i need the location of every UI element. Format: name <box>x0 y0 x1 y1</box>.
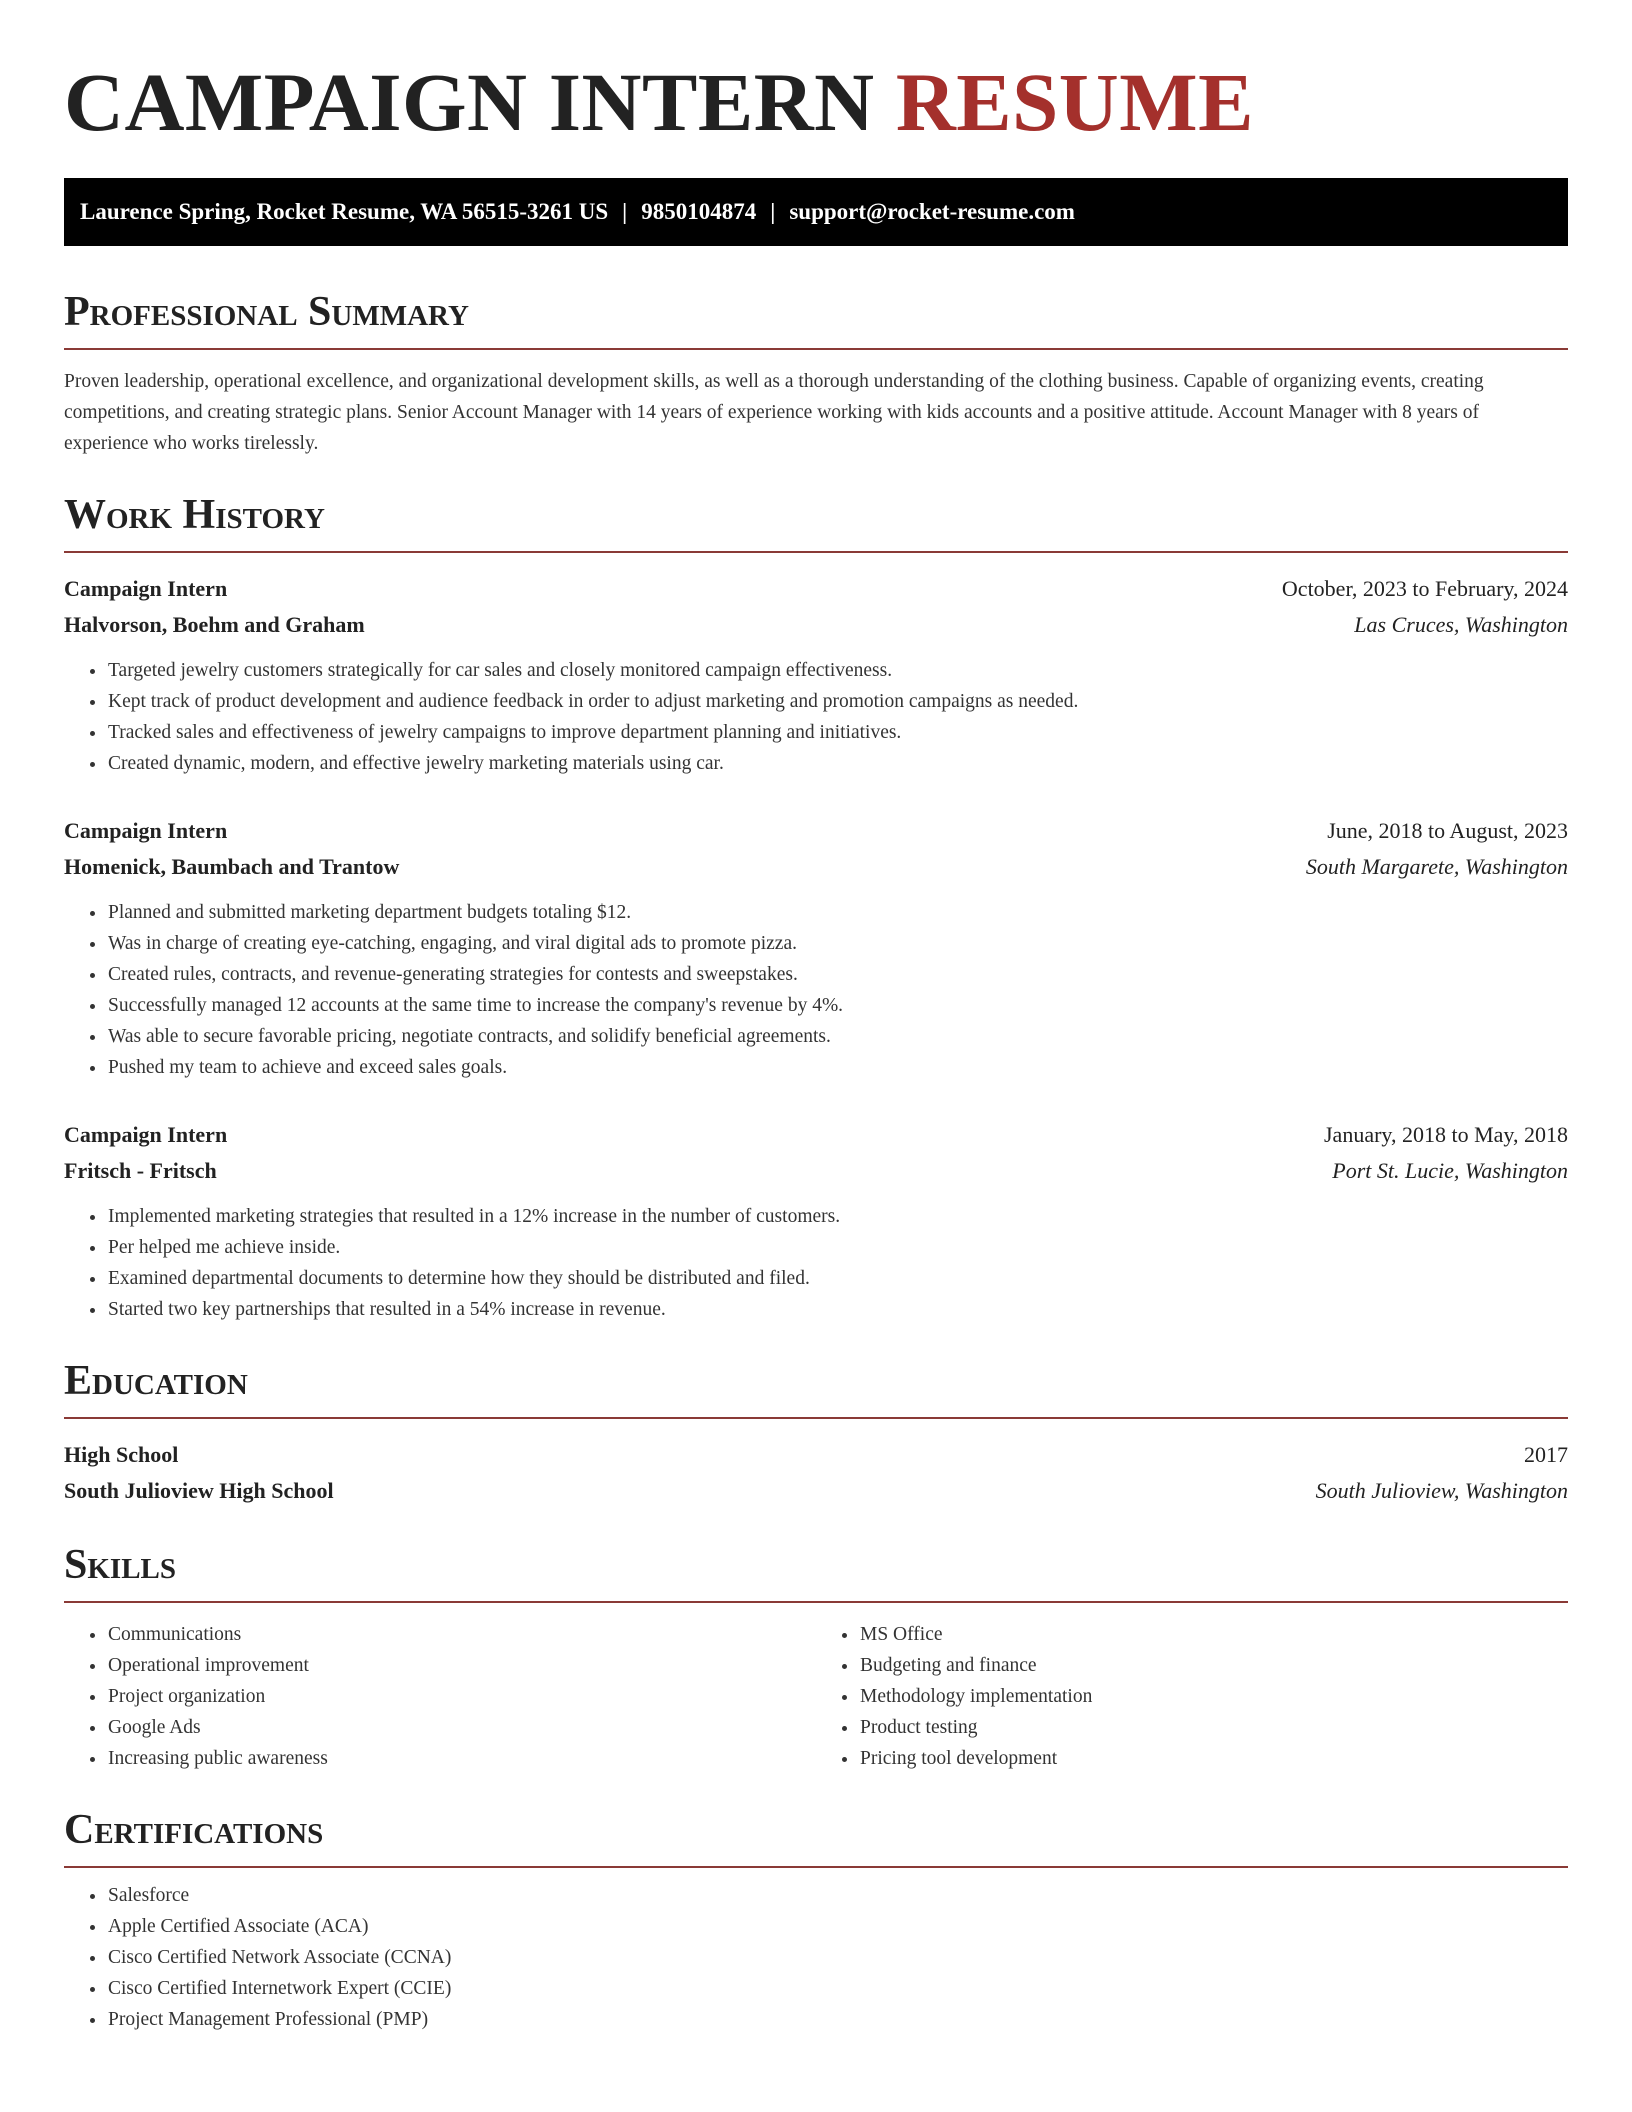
certification-item: • Cisco Certified Network Associate (CCNA) <box>107 1942 1568 1973</box>
section-divider <box>64 348 1568 350</box>
summary-text: Proven leadership, operational excellence, and organizational development skills, as well as a thorough understanding of the clothing business. Capable of organizing events, creating competitions, and creating strategic plans. Senior Account Manager with 14 years of experience working with kids accounts and a positive attitude. Account Manager with 8 years of experience who works tirelessly. <box>64 371 1484 454</box>
job-bullet: • Kept track of product development and audience feedback in order to adjust marketing and promotion campaigns as needed. <box>107 686 1568 717</box>
contact-address: Laurence Spring, Rocket Resume, WA 56515-3261 US <box>80 199 609 224</box>
job-location: Las Cruces, Washington <box>1354 612 1568 637</box>
title-accent: RESUME <box>895 56 1254 148</box>
work-history-heading: Work History <box>64 492 325 538</box>
certification-item: • Cisco Certified Internetwork Expert (CCIE) <box>107 1973 1568 2004</box>
certifications-list <box>64 1880 1568 2035</box>
skill-item: • Budgeting and finance <box>859 1650 1568 1681</box>
job-location: Port St. Lucie, Washington <box>1332 1158 1568 1183</box>
job-bullet: • Was able to secure favorable pricing, negotiate contracts, and solidify beneficial agreements. <box>107 1021 1568 1052</box>
job-bullet: • Started two key partnerships that resulted in a 54% increase in revenue. <box>107 1294 1568 1325</box>
job-header-row <box>64 571 1568 607</box>
job-company: Fritsch - Fritsch <box>64 1158 217 1183</box>
job-company-row <box>64 607 1568 643</box>
job-bullets <box>64 1201 1568 1325</box>
skill-item: • Google Ads <box>107 1712 816 1743</box>
skill-item: • MS Office <box>859 1619 1568 1650</box>
job-bullet: • Targeted jewelry customers strategically for car sales and closely monitored campaign effectiveness. <box>107 655 1568 686</box>
job-location: South Margarete, Washington <box>1305 854 1568 879</box>
job-entry <box>64 813 1568 1083</box>
work-history-section <box>64 489 1568 1325</box>
section-divider <box>64 1417 1568 1419</box>
contact-bar <box>64 178 1568 246</box>
job-dates: June, 2018 to August, 2023 <box>1327 818 1568 843</box>
job-company: Halvorson, Boehm and Graham <box>64 612 365 637</box>
job-bullet: • Examined departmental documents to determine how they should be distributed and filed. <box>107 1263 1568 1294</box>
job-bullet: • Planned and submitted marketing department budgets totaling $12. <box>107 897 1568 928</box>
contact-separator: | <box>770 199 776 224</box>
education-section <box>64 1355 1568 1509</box>
skill-item: • Operational improvement <box>107 1650 816 1681</box>
contact-separator: | <box>622 199 628 224</box>
skill-item: • Increasing public awareness <box>107 1743 816 1774</box>
certification-item: • Apple Certified Associate (ACA) <box>107 1911 1568 1942</box>
job-bullet: • Per helped me achieve inside. <box>107 1232 1568 1263</box>
education-year: 2017 <box>1524 1442 1568 1467</box>
skill-item: • Communications <box>107 1619 816 1650</box>
skill-item: • Pricing tool development <box>859 1743 1568 1774</box>
education-degree-row <box>64 1437 1568 1473</box>
job-title: Campaign Intern <box>64 576 228 601</box>
skill-item: • Product testing <box>859 1712 1568 1743</box>
summary-section <box>64 286 1568 459</box>
job-bullet: • Created dynamic, modern, and effective jewelry marketing materials using car. <box>107 748 1568 779</box>
education-school: South Julioview High School <box>64 1478 334 1503</box>
job-bullet: • Was in charge of creating eye-catching, engaging, and viral digital ads to promote pizza. <box>107 928 1568 959</box>
skills-heading: Skills <box>64 1542 177 1588</box>
job-bullet: • Created rules, contracts, and revenue-generating strategies for contests and sweepstakes. <box>107 959 1568 990</box>
section-divider <box>64 551 1568 553</box>
certifications-section <box>64 1804 1568 2035</box>
skills-section <box>64 1539 1568 1774</box>
job-title: Campaign Intern <box>64 1122 228 1147</box>
job-bullet: • Successfully managed 12 accounts at the same time to increase the company's revenue by 4%. <box>107 990 1568 1021</box>
job-title: Campaign Intern <box>64 818 228 843</box>
contact-phone[interactable]: 9850104874 <box>641 199 757 224</box>
job-bullet: • Pushed my team to achieve and exceed sales goals. <box>107 1052 1568 1083</box>
section-divider <box>64 1866 1568 1868</box>
summary-heading: Professional Summary <box>64 289 469 335</box>
skill-item: • Methodology implementation <box>859 1681 1568 1712</box>
education-degree: High School <box>64 1442 179 1467</box>
title-main: CAMPAIGN INTERN <box>64 56 875 148</box>
job-dates: January, 2018 to May, 2018 <box>1324 1122 1568 1147</box>
job-bullet: • Tracked sales and effectiveness of jewelry campaigns to improve department planning and initiatives. <box>107 717 1568 748</box>
certifications-heading: Certifications <box>64 1807 324 1853</box>
job-bullets <box>64 655 1568 779</box>
contact-email[interactable]: support@rocket-resume.com <box>789 199 1075 224</box>
education-entry <box>64 1437 1568 1509</box>
job-entry <box>64 1117 1568 1325</box>
job-company: Homenick, Baumbach and Trantow <box>64 854 400 879</box>
certification-item: • Salesforce <box>107 1880 1568 1911</box>
education-location: South Julioview, Washington <box>1315 1478 1568 1503</box>
job-header-row <box>64 813 1568 849</box>
section-divider <box>64 1601 1568 1603</box>
job-header-row <box>64 1117 1568 1153</box>
certification-item: • Project Management Professional (PMP) <box>107 2004 1568 2035</box>
job-company-row <box>64 1153 1568 1189</box>
skills-list-right <box>816 1619 1568 1774</box>
skills-list-left <box>64 1619 816 1774</box>
skill-item: • Project organization <box>107 1681 816 1712</box>
education-school-row <box>64 1473 1568 1509</box>
job-dates: October, 2023 to February, 2024 <box>1281 576 1568 601</box>
job-bullet: • Implemented marketing strategies that resulted in a 12% increase in the number of customers. <box>107 1201 1568 1232</box>
job-company-row <box>64 849 1568 885</box>
skills-columns <box>64 1619 1568 1774</box>
job-entry <box>64 571 1568 779</box>
job-bullets <box>64 897 1568 1083</box>
education-heading: Education <box>64 1358 248 1404</box>
resume-title <box>64 52 1568 152</box>
